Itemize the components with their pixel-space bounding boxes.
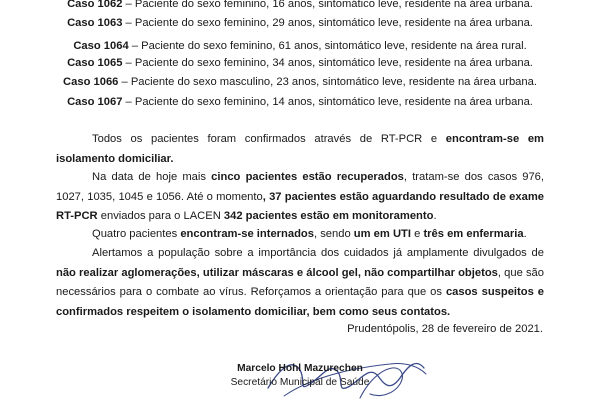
paragraph-emphasis: casos suspeitos e confirmados respeitem o isolamento domiciliar, bem como seus contatos.: [56, 286, 544, 318]
case-line: [0, 39, 600, 53]
paragraph-recovered: [56, 168, 544, 227]
case-line: [0, 95, 600, 109]
signatory-name: Marcelo Hohl Mazurechen: [237, 363, 363, 374]
case-line: [0, 56, 600, 70]
case-label: Caso 1066: [63, 76, 119, 88]
case-description: – Paciente do sexo feminino, 14 anos, sintomático leve, residente na área urbana.: [122, 96, 533, 108]
paragraph-hospitalized: [56, 225, 544, 245]
case-label: Caso 1067: [67, 96, 123, 108]
case-label: Caso 1062: [67, 0, 123, 10]
case-label: Caso 1063: [67, 17, 123, 29]
date-line: Prudentópolis, 28 de fevereiro de 2021.: [347, 323, 543, 335]
paragraph-emphasis: encontram-se em isolamento domiciliar.: [56, 133, 544, 165]
case-label: Caso 1064: [73, 40, 129, 52]
case-description: – Paciente do sexo feminino, 16 anos, sintomático leve, residente na área urbana.: [122, 0, 533, 10]
paragraph-emphasis: , 37 pacientes estão aguardando resultado de exame RT-PCR: [56, 190, 544, 222]
case-description: – Paciente do sexo feminino, 34 anos, sintomático leve, residente na área urbana.: [122, 57, 533, 69]
paragraph-text: e: [411, 228, 424, 240]
paragraph-alert: [56, 244, 544, 322]
paragraph-text: Todos os pacientes foram confirmados através de RT-PCR e: [92, 133, 446, 145]
paragraph-text: Na data de hoje mais: [92, 171, 212, 183]
signatory-role: Secretário Municipal de Saúde: [230, 377, 370, 388]
paragraph-emphasis: três em enfermaria: [423, 228, 524, 240]
case-line: [0, 16, 600, 30]
paragraph-emphasis: um em UTI: [353, 228, 411, 240]
paragraph-text: , tratam-se dos casos 976, 1027, 1035, 1045 e 1056. Até o momento: [56, 171, 544, 203]
case-label: Caso 1065: [67, 57, 123, 69]
paragraph-confirmation: [56, 130, 544, 169]
case-line: [0, 75, 600, 89]
case-line: [0, 0, 600, 11]
paragraph-text: Quatro pacientes: [92, 228, 181, 240]
paragraph-emphasis: cinco pacientes estão recuperados: [211, 171, 404, 183]
paragraph-text: , sendo: [313, 228, 354, 240]
paragraph-text: .: [433, 210, 437, 222]
paragraph-emphasis: encontram-se internados: [180, 228, 314, 240]
paragraph-emphasis: 342 pacientes estão em monitoramento: [223, 210, 434, 222]
paragraph-text: enviados para o LACEN: [97, 210, 224, 222]
paragraph-text: , que são necessários para o combate ao vírus. Reforçamos a orientação para que os: [56, 266, 545, 298]
case-description: – Paciente do sexo masculino, 23 anos, sintomático leve, residente na área urbana.: [118, 76, 537, 88]
paragraph-text: Alertamos a população sobre a importância dos cuidados já amplamente divulgados de: [92, 247, 544, 259]
paragraph-emphasis: não realizar aglomerações, utilizar máscaras e álcool gel, não compartilhar objetos: [56, 266, 498, 279]
case-description: – Paciente do sexo feminino, 29 anos, sintomático leve, residente na área urbana.: [122, 17, 533, 29]
paragraph-text: .: [523, 228, 527, 240]
case-description: – Paciente do sexo feminino, 61 anos, sintomático leve, residente na área rural.: [128, 40, 527, 52]
